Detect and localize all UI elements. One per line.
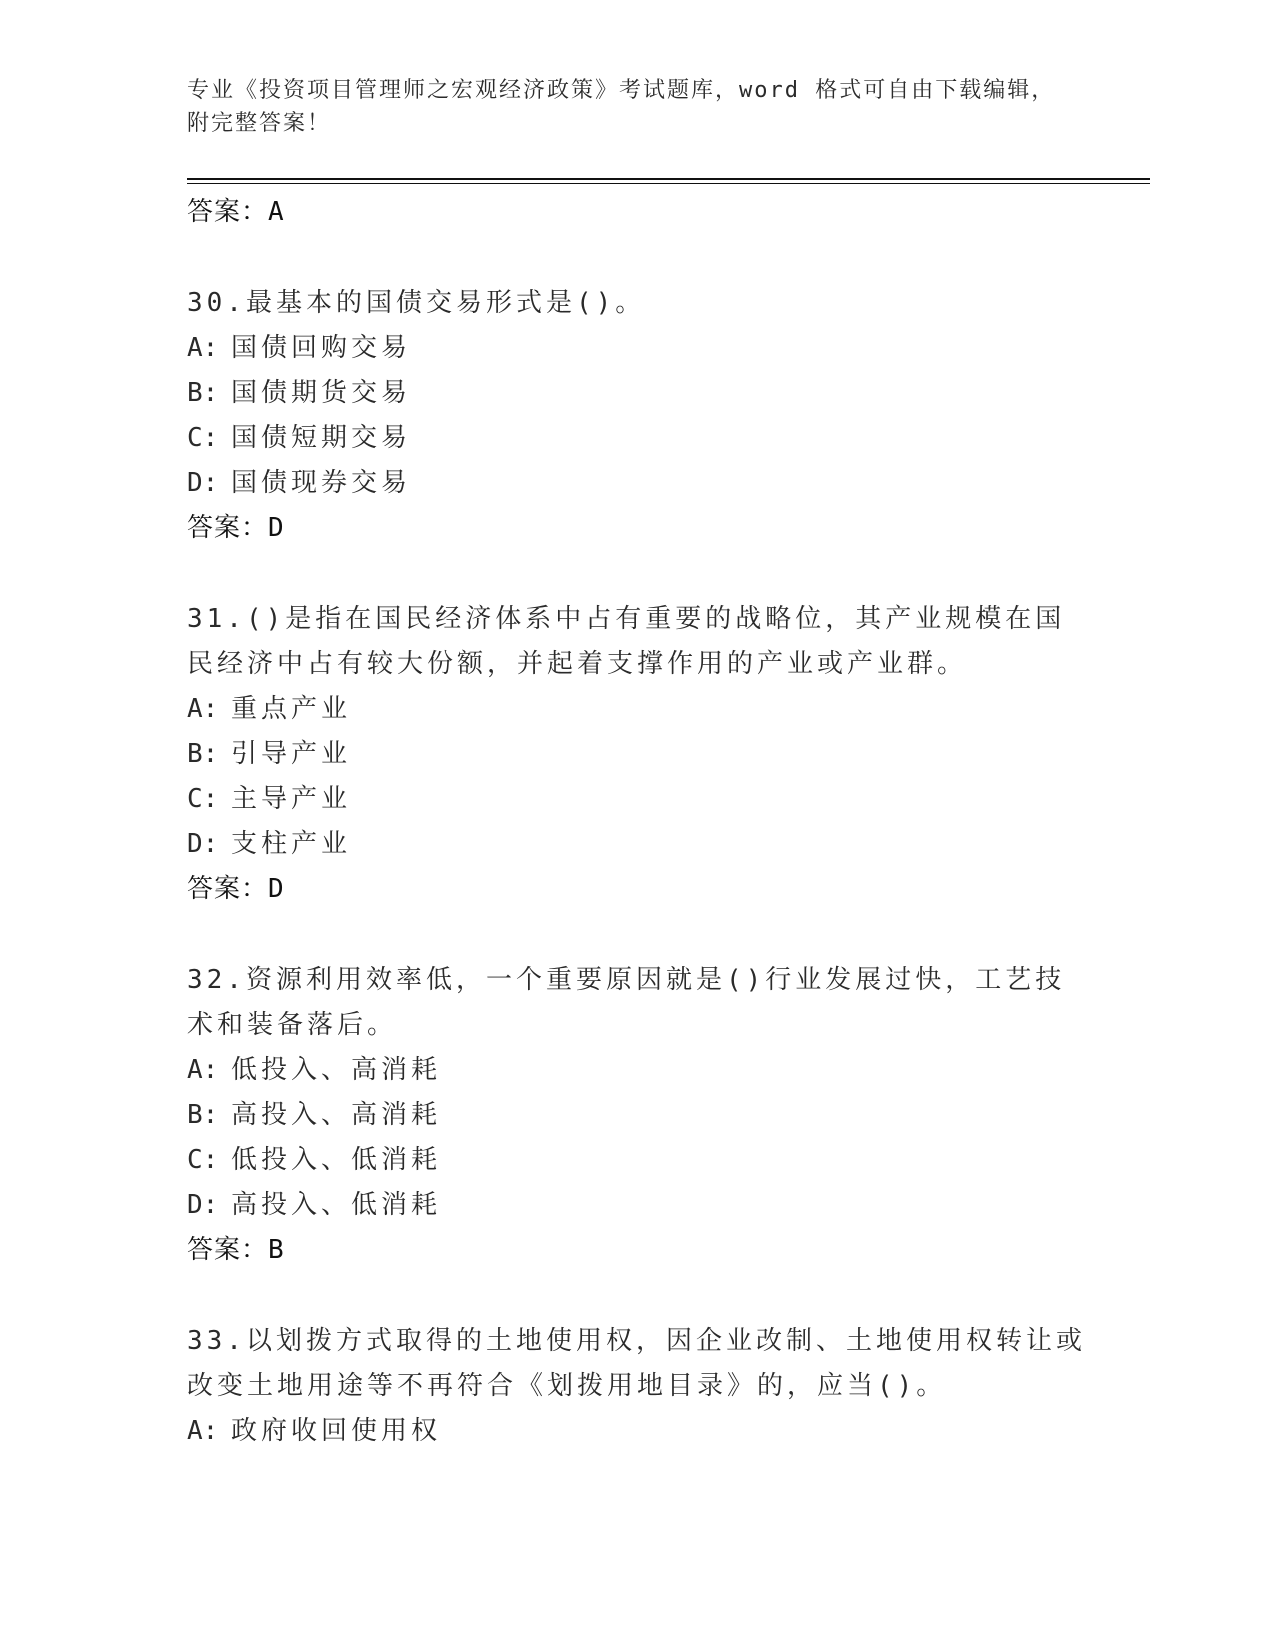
option-a [187,1409,1087,1454]
option-a [187,687,1087,732]
option-letter: D: [187,829,219,859]
answer-value: A [268,197,285,227]
option-text: 主导产业 [231,784,352,814]
question-stem: 30.最基本的国债交易形式是()。 [187,288,646,318]
question-stem: 31.()是指在国民经济体系中占有重要的战略位，其产业规模在国民经济中占有较大份额，并起着支撑作用的产业或产业群。 [187,604,1066,679]
option-text: 重点产业 [231,694,352,724]
option-letter: B: [187,378,219,408]
question-32 [187,958,1087,1273]
answer-line [187,190,1087,235]
option-letter: C: [187,423,219,453]
option-text: 支柱产业 [231,829,352,859]
option-b [187,1093,1087,1138]
option-letter: B: [187,1100,219,1130]
question-stem: 33.以划拨方式取得的土地使用权，因企业改制、土地使用权转让或改变土地用途等不再符合《划拨用地目录》的，应当()。 [187,1326,1086,1401]
option-text: 高投入、低消耗 [231,1190,442,1220]
answer-value: D [268,874,285,904]
question-33 [187,1319,1087,1454]
header-divider-thin [187,183,1150,184]
option-text: 国债现券交易 [231,468,412,498]
question-30 [187,281,1087,551]
option-a [187,326,1087,371]
option-letter: C: [187,784,219,814]
option-c [187,416,1087,461]
option-letter: B: [187,739,219,769]
option-letter: D: [187,468,219,498]
option-text: 低投入、高消耗 [231,1055,442,1085]
option-letter: A: [187,694,219,724]
answer-label: 答案： [187,197,269,227]
question-31 [187,597,1087,912]
option-text: 高投入、高消耗 [231,1100,442,1130]
option-text: 政府收回使用权 [231,1416,442,1446]
option-letter: C: [187,1145,219,1175]
answer-line [187,1228,1087,1273]
option-text: 国债短期交易 [231,423,412,453]
answer-label: 答案： [187,1235,269,1265]
option-b [187,732,1087,777]
option-text: 引导产业 [231,739,352,769]
answer-label: 答案： [187,874,269,904]
option-d [187,461,1087,506]
answer-line [187,506,1087,551]
option-b [187,371,1087,416]
option-c [187,1138,1087,1183]
question-stem: 32.资源利用效率低，一个重要原因就是()行业发展过快，工艺技术和装备落后。 [187,965,1066,1040]
answer-value: D [268,513,285,543]
answer-value: B [268,1235,285,1265]
option-letter: A: [187,333,219,363]
option-text: 低投入、低消耗 [231,1145,442,1175]
option-c [187,777,1087,822]
answer-line [187,867,1087,912]
header-divider-thick [187,178,1150,180]
option-text: 国债回购交易 [231,333,412,363]
option-d [187,1183,1087,1228]
option-letter: A: [187,1055,219,1085]
document-header: 专业《投资项目管理师之宏观经济政策》考试题库，word 格式可自由下载编辑，附完整答案！ [187,78,1056,136]
question-list [187,190,1087,1454]
option-a [187,1048,1087,1093]
option-letter: A: [187,1416,219,1446]
answer-label: 答案： [187,513,269,543]
option-text: 国债期货交易 [231,378,412,408]
option-letter: D: [187,1190,219,1220]
option-d [187,822,1087,867]
